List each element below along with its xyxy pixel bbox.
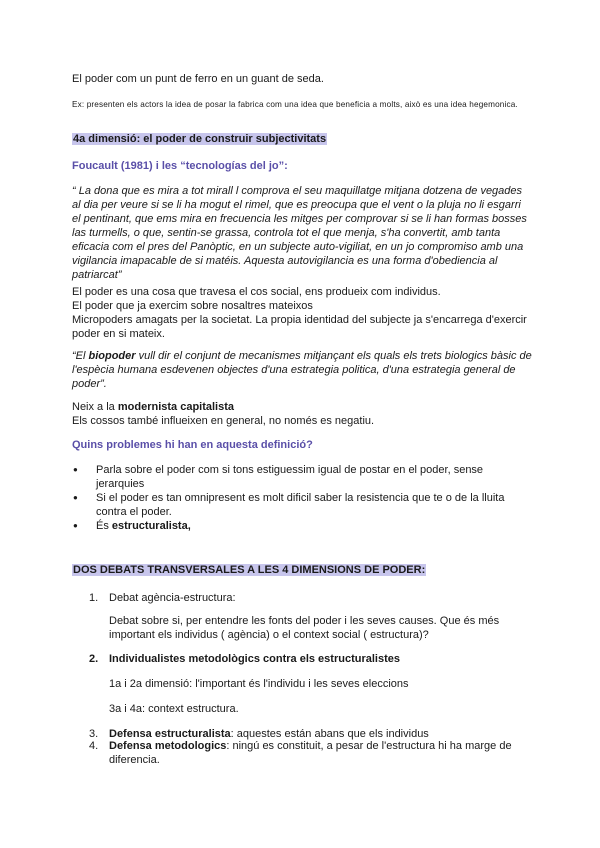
item-2-detail-2: 3a i 4a: context estructura. — [109, 703, 239, 715]
origin-paragraph — [72, 400, 532, 428]
problems-list — [72, 463, 532, 533]
biopoder-term: biopoder — [88, 350, 136, 362]
list-item: ● Si el poder es tan omnipresent es molt dificil saber la resistencia que te o de la lluita contra el poder. — [72, 491, 532, 519]
example-note: Ex: presenten els actors la idea de posar la fabrica com una idea que beneficia a molts, això es una idea hegemonica. — [72, 100, 518, 109]
cossos-line: Els cossos també influeixen en general, no només es negatiu. — [72, 415, 375, 427]
list-item: ● Parla sobre el poder com si tons estiguessim igual de postar en el poder, sense jerarquies — [72, 463, 532, 491]
power-line-3: Micropoders amagats per la societat. La propia identidad del subjecte ja s'encarrega d'exercir poder en si mateix. — [72, 314, 527, 340]
biopower-quote: “El biopoder vull dir el conjunt de mecanismes mitjançant els quals els trets biologics bàsic de l'espècia humana esdevenen objectes d'una estrategia politica, d'una estrategia general de poder”. — [72, 350, 532, 390]
structuralist-term: estructuralista, — [111, 520, 191, 532]
debates-heading-wrap — [72, 563, 532, 577]
modernista-capitalista: modernista capitalista — [117, 401, 235, 413]
debates-heading: DOS DEBATS TRANSVERSALES A LES 4 DIMENSIONS DE PODER: — [73, 564, 426, 576]
item-2-detail-1: 1a i 2a dimensió: l'important és l'individu i les seves eleccions — [109, 678, 409, 690]
foucault-heading: Foucault (1981) i les “tecnologías del jo”: — [72, 160, 288, 172]
power-line-1: El poder es una cosa que travesa el cos social, ens produeix com individus. — [72, 286, 441, 298]
section-heading-4a — [72, 132, 532, 146]
foucault-quote: “ La dona que es mira a tot mirall l comprova el seu maquillatge mitjana dotzena de vegades al dia per veure si se li ha mogut el rimel, que es preocupa que el vent o la pluja no li esgarri el pentinant, que ems mira en frecuencia les mitges per comprovar si se li han formas bosses las turmells, o que, sentin-se grassa, controla tot el que menja, s'ha convertit, amb tanta eficacia com el pres del Panòptic, en un subjecte auto-vigiliat, en un jo compromiso amb una vigilancia imapacable de si matéis. Aquesta autovigilancia es una forma d'obediencia al patriarcat” — [72, 185, 527, 281]
problems-heading: Quins problemes hi han en aquesta definició? — [72, 439, 313, 451]
power-line-2: El poder que ja exercim sobre nosaltres mateixos — [72, 300, 313, 312]
highlighted-heading: 4a dimensió: el poder de construir subjectivitats — [73, 133, 327, 145]
power-paragraph — [72, 285, 532, 341]
item-1-detail: Debat sobre si, per entendre les fonts del poder i les seves causes. Que és més important els individus ( agència) o el context social ( estructura)? — [109, 615, 500, 641]
document-page: El poder com un punt de ferro en un guant de seda. Ex: presenten els actors la idea de posar la fabrica com una idea que beneficia a molts, això es una idea hegemonica. 4a dimensió: el poder de construir subjectivitats Foucault (1981) i les “tecnologías del jo”: “ La dona que es mira a tot mirall l comprova el seu maquillatge mitjana dotzena de vegades al dia per veure si se li ha mogut el rimel, que es preocupa que el vent o la pluja no li esgarri el pentinant, que ems mira en frecuencia les mitges per comprovar si se li han formas bosses las turmells, o que, sentin-se grassa, controla tot el que menja, s'ha convertit, amb tanta eficacia com el pres del Panòptic, en un subjecte auto-vigiliat, en un jo compromiso amb una vigilancia imapacable de si matéis. Aquesta autovigilancia es una forma d'obediencia al patriarcat” El poder es una cosa que travesa el cos social, ens produeix com individus. El poder que ja exercim sobre nosaltres mateixos Micropoders amagats per la societat. La propia identidad del subjecte ja s'encarrega d'exercir poder en si mateix. “El biopoder vull dir el conjunt de mecanismes mitjançant els quals els trets biologics bàsic de l'espècia humana esdevenen objectes d'una estrategia politica, d'una estrategia general de poder”. Neix a la modernista capitalista Els cossos també influeixen en general, no només es negatiu. Quins problemes hi han en aquesta definició? ● Parla sobre el poder com si tons estiguessim igual de postar en el poder, sense jerarquies ● Si el poder es tan omnipresent es molt dificil saber la resistencia que te o de la lluita contra el poder. ● És estructuralista, DOS DEBATS TRANSVERSALES A LES 4 DIMENSIONS DE PODER: 1. Debat agència-estructura: Debat sobre si, per entendre les fonts del poder i les seves causes. Que és més important els individus ( agència) o el context social ( estructura)? 2. Individualistes metodològics contra els estructuralistes 1a i 2a dimensió: l'important és l'individu i les seves eleccions 3a i 4a: context estructura. 3. Defensa estructuralista: aquestes están abans que els individus 4. Defensa metodologics: ningú es constituit, a pesar de l'estructura hi ha marge de diferencia. — [0, 0, 600, 848]
list-item: ● És estructuralista, — [72, 519, 532, 533]
intro-paragraph: El poder com un punt de ferro en un guant de seda. — [72, 73, 324, 85]
neix-line: Neix a la modernista capitalista — [72, 401, 235, 413]
